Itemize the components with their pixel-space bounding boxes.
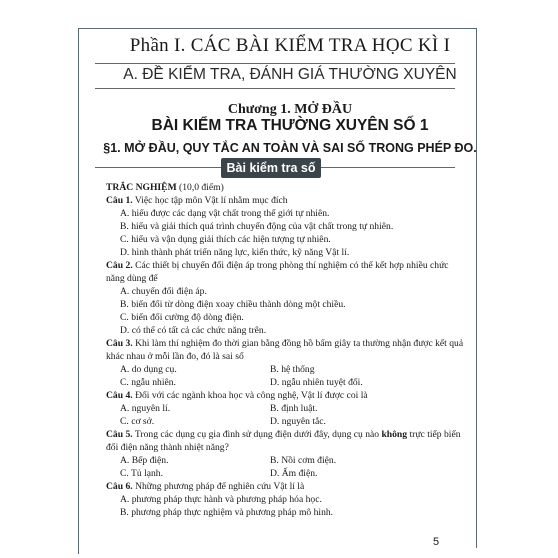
question-text: Đối với các ngành khoa học và công nghệ, Vật lí được coi là bbox=[135, 390, 368, 401]
question bbox=[106, 194, 466, 207]
answer-option: C. hiểu và vận dụng giải thích các hiện tượng tự nhiên. bbox=[120, 234, 331, 245]
divider bbox=[95, 88, 455, 89]
answer-row bbox=[106, 402, 466, 415]
question-label: Câu 5. bbox=[106, 429, 133, 440]
answer-option: A. chuyển đổi điện áp. bbox=[120, 286, 207, 297]
section-title: A. ĐỀ KIỂM TRA, ĐÁNH GIÁ THƯỜNG XUYÊN bbox=[123, 66, 457, 83]
answer-row bbox=[106, 415, 466, 428]
answer-option: B. định luật. bbox=[270, 403, 318, 414]
question-text: Khi làm thí nghiệm đo thời gian bằng đồng hồ bấm giây ta thường nhận được kết quả khác nhau ở mỗi lần đo, đó là sai số bbox=[106, 338, 464, 362]
question-text: Việc học tập môn Vật lí nhằm mục đích bbox=[134, 195, 288, 206]
page-number: 5 bbox=[433, 536, 440, 548]
answer-option: A. Bếp điện. bbox=[120, 455, 169, 466]
answer-option: C. ngẫu nhiên. bbox=[120, 377, 176, 388]
answer-option: A. nguyên lí. bbox=[120, 403, 171, 414]
answer-option: D. hình thành phát triển năng lực, kiến thức, kỹ năng Vật lí. bbox=[120, 247, 350, 258]
question-label: Câu 3. bbox=[106, 338, 133, 349]
lesson-title: §1. MỞ ĐẦU, QUY TẮC AN TOÀN VÀ SAI SỐ TRONG PHÉP ĐO. bbox=[103, 141, 477, 155]
question-label: Câu 6. bbox=[106, 481, 133, 492]
question-text: Những phương pháp để nghiên cứu Vật lí là bbox=[135, 481, 305, 492]
answer-option: B. biến đổi từ dòng điện xoay chiều thành dòng một chiều. bbox=[120, 299, 346, 310]
answer-option: C. biến đổi cường độ dòng điện. bbox=[120, 312, 244, 323]
quiz-heading bbox=[106, 181, 466, 194]
question-text: trực tiếp biến đổi điện năng thành nhiệt năng? bbox=[106, 429, 461, 453]
answer-option: B. phương pháp thực nghiệm và phương pháp mô hình. bbox=[120, 507, 334, 518]
question-emphasis: không bbox=[381, 429, 408, 440]
part-title: Phần I. CÁC BÀI KIỂM TRA HỌC KÌ I bbox=[129, 35, 451, 56]
answer-option: D. ngẫu nhiên tuyệt đối. bbox=[270, 377, 363, 388]
question bbox=[106, 480, 466, 493]
quiz-points: (10,0 điểm) bbox=[179, 182, 224, 193]
answer-option: C. Tủ lạnh. bbox=[120, 468, 163, 479]
question-label: Câu 2. bbox=[106, 260, 133, 271]
quiz-content bbox=[106, 181, 466, 519]
answer-row bbox=[106, 363, 466, 376]
answer-option: D. Ấm điện. bbox=[270, 468, 318, 479]
question-label: Câu 4. bbox=[106, 390, 133, 401]
answer-option: A. hiểu được các dạng vật chất trong thế giới tự nhiên. bbox=[120, 208, 330, 219]
answer-option: B. Nồi cơm điện. bbox=[270, 455, 337, 466]
answer-option: B. hệ thống bbox=[270, 364, 315, 375]
test-title: BÀI KIỂM TRA THƯỜNG XUYÊN SỐ 1 bbox=[151, 117, 429, 134]
chapter-title: Chương 1. MỞ ĐẦU bbox=[227, 102, 353, 117]
question bbox=[106, 389, 466, 402]
question-text: Trong các dụng cụ gia đình sử dụng điện dưới đây, dụng cụ nào bbox=[134, 429, 382, 440]
divider bbox=[95, 63, 455, 64]
answer-option: D. nguyên tắc. bbox=[270, 416, 326, 427]
question bbox=[106, 337, 466, 363]
answer-row bbox=[106, 376, 466, 389]
question-text: Các thiết bị chuyển đổi điện áp trong phòng thí nghiệm có thể kết hợp nhiều chức năng dùng để bbox=[106, 260, 449, 284]
answer-row bbox=[106, 467, 466, 480]
question bbox=[106, 428, 466, 454]
answer-option: C. cơ sở. bbox=[120, 416, 155, 427]
answer-row bbox=[106, 454, 466, 467]
answer-option: B. hiểu và giải thích quá trình chuyển động của vật chất trong tự nhiên. bbox=[120, 221, 394, 232]
quiz-heading-label: TRẮC NGHIỆM bbox=[106, 182, 177, 193]
answer-option: A. do dụng cụ. bbox=[120, 364, 177, 375]
answer-option: D. có thể có tất cả các chức năng trên. bbox=[120, 325, 267, 336]
question bbox=[106, 259, 466, 285]
test-number-badge: Bài kiểm tra số 1.1 bbox=[221, 158, 321, 178]
answer-option: A. phương pháp thực hành và phương pháp hóa học. bbox=[120, 494, 322, 505]
question-label: Câu 1. bbox=[106, 195, 133, 206]
